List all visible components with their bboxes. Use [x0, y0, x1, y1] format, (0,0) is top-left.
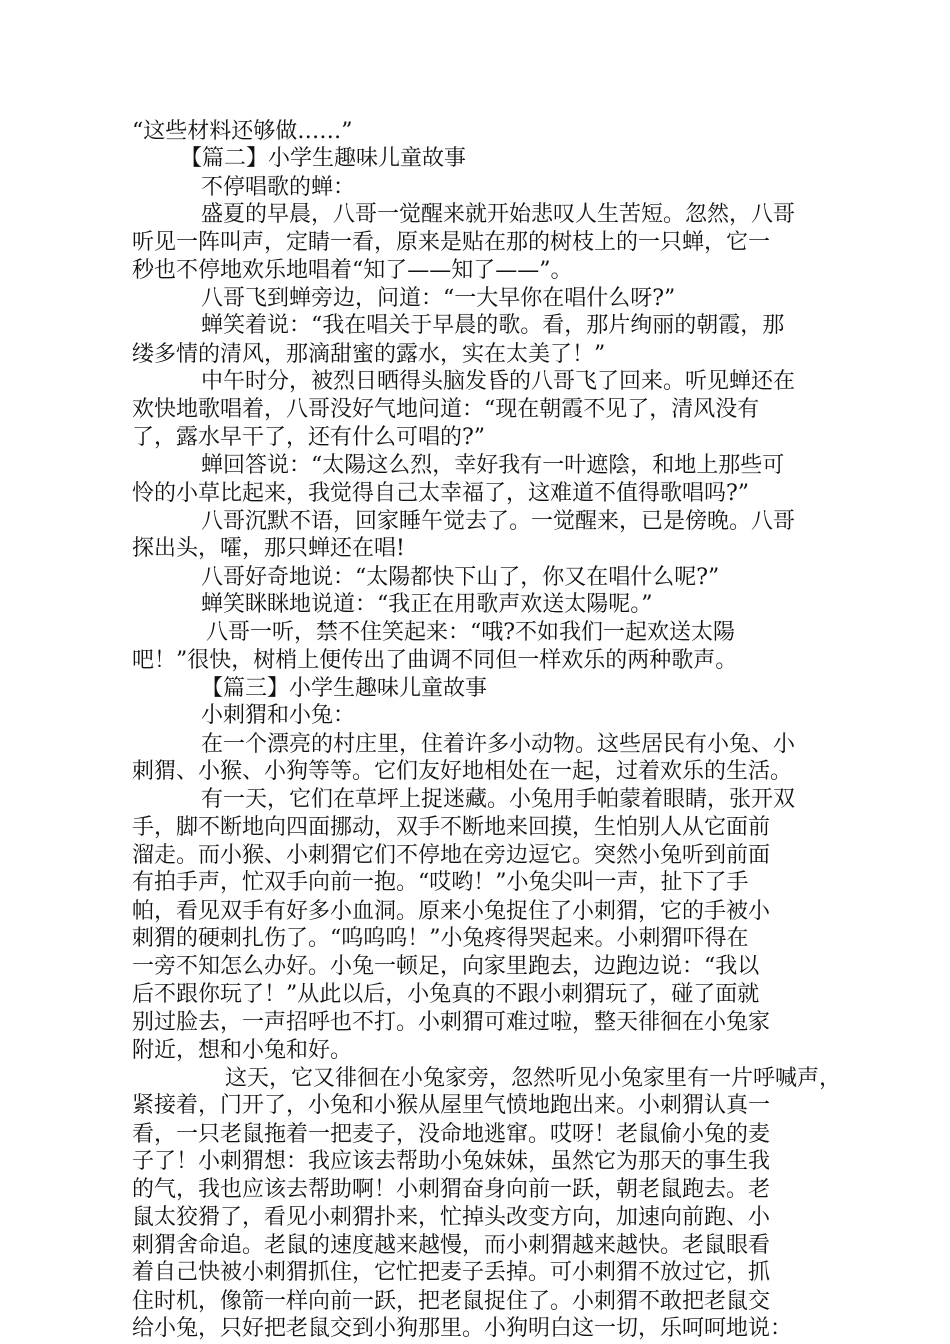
text-line: 刺猬、小猴、小狗等等。它们友好地相处在一起，过着欢乐的生活。 — [132, 759, 793, 785]
text-line: 住时机，像箭一样向前一跃，把老鼠捉住了。小刺猬不敢把老鼠交 — [132, 1288, 771, 1314]
text-line: 蝉回答说：“太陽这么烈，幸好我有一叶遮陰，和地上那些可 — [201, 453, 785, 479]
text-line: 刺猬舍命追。老鼠的速度越来越慢，而小刺猬越来越快。老鼠眼看 — [132, 1232, 771, 1258]
text-line: 探出头，嚯，那只蝉还在唱! — [132, 536, 405, 562]
text-line: 蝉笑眯眯地说道：“我正在用歌声欢送太陽呢。” — [201, 591, 653, 617]
text-line: 缕多情的清风，那滴甜蜜的露水，实在太美了！” — [132, 341, 606, 367]
section-heading: 【篇三】小学生趣味儿童故事 — [201, 675, 488, 701]
text-line: 手，脚不断地向四面挪动，双手不断地来回摸，生怕别人从它面前 — [132, 814, 771, 840]
text-line: 八哥好奇地说：“太陽都快下山了，你又在唱什么呢?” — [201, 564, 720, 590]
text-line: 吧！”很快，树梢上便传出了曲调不同但一样欢乐的两种歌声。 — [132, 647, 738, 673]
text-line: 有一天，它们在草坪上捉迷藏。小兔用手帕蒙着眼睛，张开双 — [201, 787, 796, 813]
text-line: 帕，看见双手有好多小血洞。原来小兔捉住了小刺猬，它的手被小 — [132, 898, 771, 924]
text-line: 子了！小刺猬想：我应该去帮助小兔妹妹，虽然它为那天的事生我 — [132, 1148, 771, 1174]
text-line: 一旁不知怎么办好。小兔一顿足，向家里跑去，边跑边说：“我以 — [132, 954, 760, 980]
text-line: 附近，想和小兔和好。 — [132, 1037, 353, 1063]
text-line: 八哥飞到蝉旁边，问道：“一大早你在唱什么呀?” — [201, 286, 676, 312]
text-line: 后不跟你玩了！”从此以后，小兔真的不跟小刺猬玩了，碰了面就 — [132, 981, 760, 1007]
text-line: 盛夏的早晨，八哥一觉醒来就开始悲叹人生苦短。忽然，八哥 — [201, 202, 796, 228]
story-title: 小刺猬和小兔： — [201, 703, 356, 729]
section-heading: 【篇二】小学生趣味儿童故事 — [180, 146, 467, 172]
text-line: “这些材料还够做……” — [132, 119, 353, 144]
text-line: 听见一阵叫声，定睛一看，原来是贴在那的树枝上的一只蝉，它一 — [132, 230, 771, 256]
text-line: 了，露水早干了，还有什么可唱的?” — [132, 424, 486, 450]
story-title: 不停唱歌的蝉： — [201, 174, 356, 200]
text-line: 秒也不停地欢乐地唱着“知了——知了——”。 — [132, 257, 573, 283]
text-line: 着自己快被小刺猬抓住，它忙把麦子丢掉。可小刺猬不放过它，抓 — [132, 1260, 771, 1286]
text-line: 鼠太狡猾了，看见小刺猬扑来，忙掉头改变方向，加速向前跑、小 — [132, 1204, 771, 1230]
text-line: 刺猬的硬刺扎伤了。“呜呜呜！”小兔疼得哭起来。小刺猬吓得在 — [132, 926, 749, 952]
text-line: 的气，我也应该去帮助啊！小刺猬奋身向前一跃，朝老鼠跑去。老 — [132, 1177, 771, 1203]
text-line: 溜走。而小猴、小刺猬它们不停地在旁边逗它。突然小兔听到前面 — [132, 843, 771, 869]
text-line: 八哥沉默不语，回家睡午觉去了。一觉醒来，已是傍晚。八哥 — [201, 508, 796, 534]
text-line: 八哥一听，禁不住笑起来：“哦?不如我们一起欢送太陽 — [206, 620, 736, 646]
text-line: 在一个漂亮的村庄里，住着许多小动物。这些居民有小兔、小 — [201, 731, 796, 757]
text-line: 看，一只老鼠拖着一把麦子，没命地逃窜。哎呀！老鼠偷小兔的麦 — [132, 1121, 771, 1147]
text-line: 紧接着，门开了，小兔和小猴从屋里气愤地跑出来。小刺猬认真一 — [132, 1093, 771, 1119]
text-line: 蝉笑着说：“我在唱关于早晨的歌。看，那片绚丽的朝霞，那 — [201, 313, 785, 339]
text-line: 有拍手声，忙双手向前一抱。“哎哟！”小兔尖叫一声，扯下了手 — [132, 870, 749, 896]
text-line: 欢快地歌唱着，八哥没好气地问道：“现在朝霞不见了，清风没有 — [132, 397, 760, 423]
text-line: 这天，它又徘徊在小兔家旁，忽然听见小兔家里有一片呼喊声， — [225, 1065, 842, 1091]
text-line: 别过脸去，一声招呼也不打。小刺猬可难过啦，整天徘徊在小兔家 — [132, 1010, 771, 1036]
text-line: 中午时分，被烈日晒得头脑发昏的八哥飞了回来。听见蝉还在 — [201, 369, 796, 395]
text-line: 怜的小草比起来，我觉得自己太幸福了，这难道不值得歌唱吗?” — [132, 480, 750, 506]
text-line: 给小兔，只好把老鼠交到小狗那里。小狗明白这一切，乐呵呵地说： — [132, 1316, 793, 1341]
